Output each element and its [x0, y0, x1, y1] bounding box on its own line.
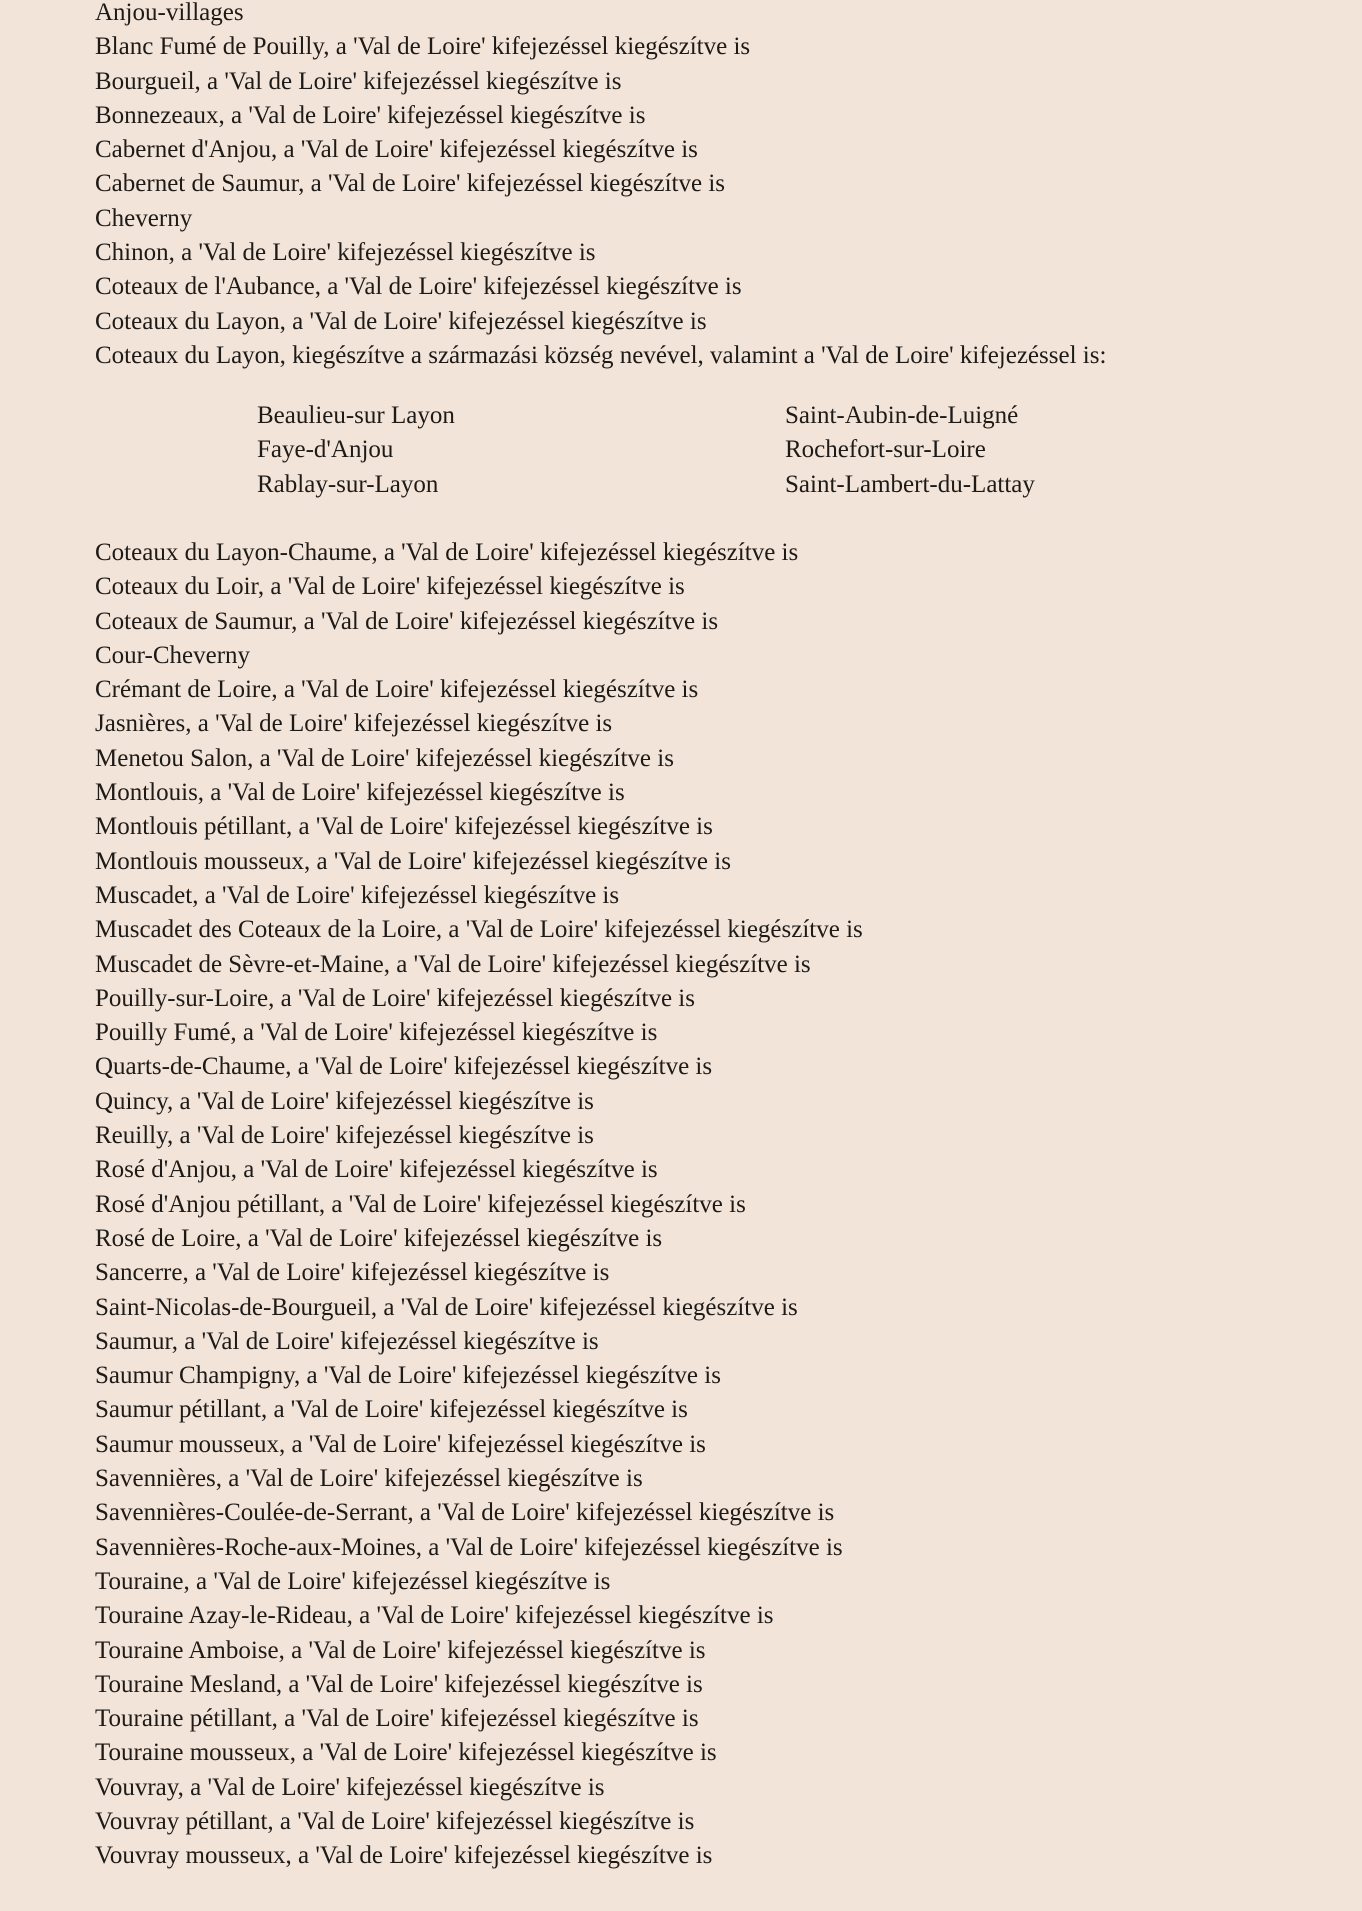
appellation-entry: Chinon, a 'Val de Loire' kifejezéssel kiegészítve is — [95, 239, 596, 267]
commune-name: Faye-d'Anjou — [257, 436, 394, 464]
appellation-entry: Quarts-de-Chaume, a 'Val de Loire' kifejezéssel kiegészítve is — [95, 1053, 713, 1081]
appellation-entry: Muscadet de Sèvre-et-Maine, a 'Val de Loire' kifejezéssel kiegészítve is — [95, 950, 811, 978]
appellation-entry: Touraine pétillant, a 'Val de Loire' kifejezéssel kiegészítve is — [95, 1705, 699, 1733]
appellation-entry: Vouvray mousseux, a 'Val de Loire' kifejezéssel kiegészítve is — [95, 1842, 713, 1870]
appellation-entry: Blanc Fumé de Pouilly, a 'Val de Loire' kifejezéssel kiegészítve is — [95, 33, 751, 61]
appellation-list-bottom — [95, 536, 1295, 1874]
appellation-entry: Pouilly-sur-Loire, a 'Val de Loire' kifejezéssel kiegészítve is — [95, 984, 695, 1012]
appellation-entry: Saumur Champigny, a 'Val de Loire' kifejezéssel kiegészítve is — [95, 1362, 721, 1390]
appellation-entry: Crémant de Loire, a 'Val de Loire' kifejezéssel kiegészítve is — [95, 676, 699, 704]
appellation-entry: Saumur pétillant, a 'Val de Loire' kifejezéssel kiegészítve is — [95, 1396, 688, 1424]
appellation-entry: Montlouis mousseux, a 'Val de Loire' kifejezéssel kiegészítve is — [95, 847, 731, 875]
commune-name: Rochefort-sur-Loire — [785, 436, 986, 464]
appellation-entry: Touraine mousseux, a 'Val de Loire' kifejezéssel kiegészítve is — [95, 1739, 717, 1767]
appellation-list-top — [95, 0, 1295, 373]
appellation-entry: Saint-Nicolas-de-Bourgueil, a 'Val de Loire' kifejezéssel kiegészítve is — [95, 1293, 798, 1321]
appellation-entry: Jasnières, a 'Val de Loire' kifejezéssel kiegészítve is — [95, 710, 613, 738]
appellation-entry: Sancerre, a 'Val de Loire' kifejezéssel kiegészítve is — [95, 1259, 610, 1287]
commune-column-right — [785, 399, 1035, 502]
appellation-entry: Saumur, a 'Val de Loire' kifejezéssel kiegészítve is — [95, 1327, 599, 1355]
appellation-entry: Cabernet de Saumur, a 'Val de Loire' kifejezéssel kiegészítve is — [95, 170, 725, 198]
appellation-entry: Coteaux du Layon, kiegészítve a származási község nevével, valamint a 'Val de Loire' kifejezéssel is: — [95, 341, 1107, 369]
appellation-entry: Savennières, a 'Val de Loire' kifejezéssel kiegészítve is — [95, 1465, 643, 1493]
appellation-entry: Cour-Cheverny — [95, 641, 251, 669]
appellation-entry: Pouilly Fumé, a 'Val de Loire' kifejezéssel kiegészítve is — [95, 1019, 658, 1047]
appellation-entry: Coteaux de Saumur, a 'Val de Loire' kifejezéssel kiegészítve is — [95, 607, 719, 635]
appellation-entry: Rosé de Loire, a 'Val de Loire' kifejezéssel kiegészítve is — [95, 1224, 663, 1252]
appellation-entry: Coteaux du Layon, a 'Val de Loire' kifejezéssel kiegészítve is — [95, 307, 707, 335]
appellation-entry: Montlouis pétillant, a 'Val de Loire' kifejezéssel kiegészítve is — [95, 813, 713, 841]
commune-column-left — [257, 399, 455, 502]
appellation-entry: Savennières-Coulée-de-Serrant, a 'Val de Loire' kifejezéssel kiegészítve is — [95, 1499, 835, 1527]
appellation-entry: Touraine Amboise, a 'Val de Loire' kifejezéssel kiegészítve is — [95, 1636, 706, 1664]
appellation-entry: Montlouis, a 'Val de Loire' kifejezéssel kiegészítve is — [95, 779, 625, 807]
appellation-entry: Vouvray, a 'Val de Loire' kifejezéssel kiegészítve is — [95, 1773, 605, 1801]
appellation-entry: Rosé d'Anjou, a 'Val de Loire' kifejezéssel kiegészítve is — [95, 1156, 658, 1184]
appellation-entry: Quincy, a 'Val de Loire' kifejezéssel kiegészítve is — [95, 1087, 594, 1115]
appellation-entry: Saumur mousseux, a 'Val de Loire' kifejezéssel kiegészítve is — [95, 1430, 706, 1458]
appellation-entry: Touraine Mesland, a 'Val de Loire' kifejezéssel kiegészítve is — [95, 1670, 703, 1698]
appellation-entry: Muscadet des Coteaux de la Loire, a 'Val de Loire' kifejezéssel kiegészítve is — [95, 916, 863, 944]
appellation-entry: Coteaux du Layon-Chaume, a 'Val de Loire' kifejezéssel kiegészítve is — [95, 539, 799, 566]
appellation-entry: Vouvray pétillant, a 'Val de Loire' kifejezéssel kiegészítve is — [95, 1807, 695, 1835]
appellation-entry: Savennières-Roche-aux-Moines, a 'Val de Loire' kifejezéssel kiegészítve is — [95, 1533, 843, 1561]
commune-name: Beaulieu-sur Layon — [257, 402, 455, 429]
appellation-entry: Touraine Azay-le-Rideau, a 'Val de Loire' kifejezéssel kiegészítve is — [95, 1602, 774, 1630]
commune-list — [95, 399, 1295, 501]
commune-name: Saint-Lambert-du-Lattay — [785, 470, 1035, 498]
appellation-entry: Bourgueil, a 'Val de Loire' kifejezéssel kiegészítve is — [95, 67, 622, 95]
appellation-entry: Cabernet d'Anjou, a 'Val de Loire' kifejezéssel kiegészítve is — [95, 136, 698, 164]
appellation-entry: Cheverny — [95, 204, 193, 232]
appellation-entry: Coteaux du Loir, a 'Val de Loire' kifejezéssel kiegészítve is — [95, 573, 685, 601]
appellation-entry: Rosé d'Anjou pétillant, a 'Val de Loire' kifejezéssel kiegészítve is — [95, 1190, 746, 1218]
appellation-entry: Reuilly, a 'Val de Loire' kifejezéssel kiegészítve is — [95, 1122, 594, 1150]
commune-name: Saint-Aubin-de-Luigné — [785, 402, 1019, 429]
appellation-entry: Bonnezeaux, a 'Val de Loire' kifejezéssel kiegészítve is — [95, 101, 646, 129]
appellation-entry: Touraine, a 'Val de Loire' kifejezéssel kiegészítve is — [95, 1567, 611, 1595]
appellation-entry: Anjou-villages — [95, 0, 244, 26]
commune-name: Rablay-sur-Layon — [257, 470, 439, 498]
appellation-entry: Coteaux de l'Aubance, a 'Val de Loire' kifejezéssel kiegészítve is — [95, 273, 742, 301]
appellation-entry: Menetou Salon, a 'Val de Loire' kifejezéssel kiegészítve is — [95, 744, 674, 772]
appellation-entry: Muscadet, a 'Val de Loire' kifejezéssel kiegészítve is — [95, 881, 620, 909]
